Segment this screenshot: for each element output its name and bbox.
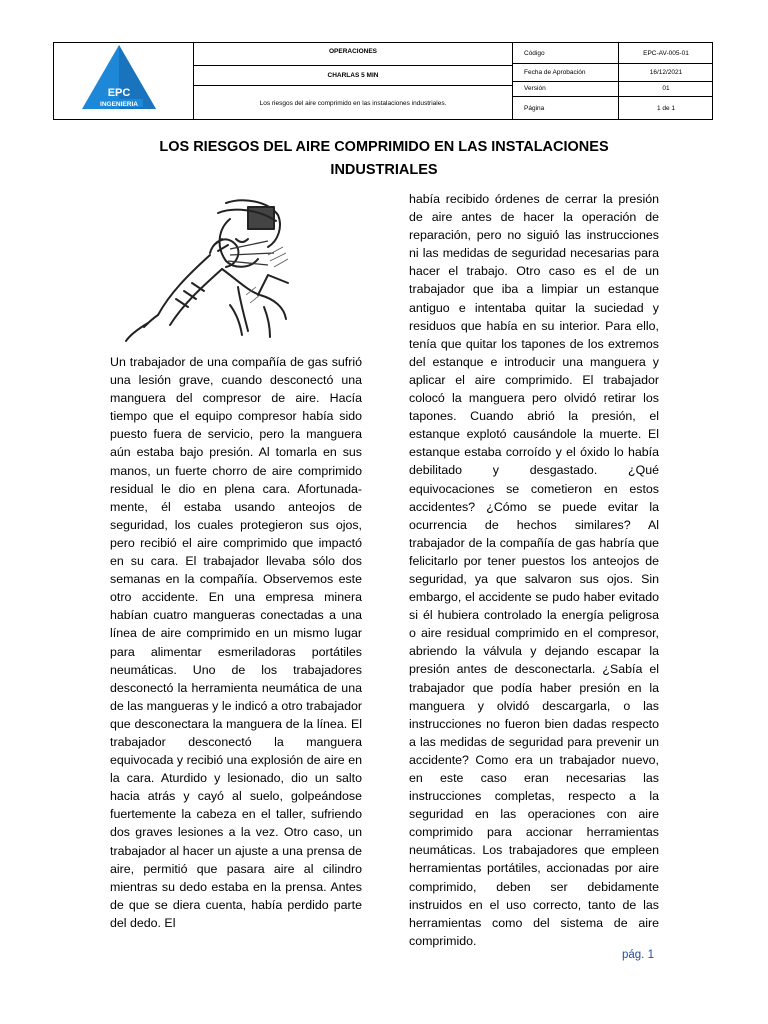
body-column-right: había recibido órdenes de cerrar la presión de aire antes de hacer la operación de reparación, pero no siguió las instrucciones ni las medidas de seguridad necesarias para hacer el trabajo. Otro caso es el de un trabajador que iba a limpiar un estanque antiguo e intentaba quitar la suciedad y residuos que había en su interior. Para ello, tenía que quitar los tapones de los extremos del estanque e introducir una manguera y aplicar el aire comprimido. El trabajador colocó la manguera pero olvidó retirar los tapones. Cuando abrió la presión, el estanque explotó causándole la muerte. El estanque estaba corroído y el óxido lo había debilitado y desgastado. ¿Qué equivocaciones se cometieron en estos accidentes? ¿Cómo se puede evitar la ocurrencia de hechos similares? Al trabajador de la compañía de gas habría que felicitarlo por tener puestos los anteojos de seguridad, ya que salvaron sus ojos. Sin embargo, el accidente se pudo haber evitado si él hubiera controlado la energía peligrosa o aire residual comprimido en el compresor, abriendo la válvula y dejando escapar la presión antes de desconectarla. ¿Sabía el trabajador que podía haber presión en la manguera y olvidó descargarla, o las instrucciones no fueron bien dadas respecto a las medidas de seguridad para prevenir un accidente? Como era un trabajador nuevo, en este caso eran necesarias las instrucciones completas, respecto a la seguridad en las operaciones con aire comprimido para accionar herramientas neumáticas. Los trabajadores que empleen herramientas portátiles, accionadas por aire comprimido, deben ser debidamente instruidos en el uso correcto, tanto de las herramientas como del sistema de aire comprimido.: [409, 192, 659, 948]
page-number: pág. 1: [622, 949, 654, 961]
codigo-value: EPC-AV-005-01: [643, 49, 689, 57]
subject-label: Los riesgos del aire comprimido en las instalaciones industriales.: [259, 99, 447, 107]
document-title: [100, 136, 668, 182]
logo-text-ingenieria: INGENIERIA: [100, 101, 138, 108]
codigo-label: Código: [524, 49, 545, 57]
body-column-left: Un trabajador de una compañía de gas sufrió una lesión grave, cuando desconectó una manguera del compresor de aire. Hacía tiempo que el equipo compresor había sido puesto fuera de servicio, pero la manguera aún estaba bajo presión. Al tomarla en sus manos, un fuerte chorro de aire comprimido residual le dio en plena cara. Afortunada-mente, él estaba usando anteojos de seguridad, los cuales protegieron sus ojos, pero recibió el aire comprimido que impactó en su cara. El trabajador llevaba sólo dos semanas en la compañía. Observemos este otro accidente. En una empresa minera habían cuatro mangueras conectadas a una línea de aire comprimido en un mismo lugar para alimentar esmeriladoras portátiles neumáticas. Uno de los trabajadores desconectó la herramienta neumática de una de las mangueras y le indicó a otro trabajador que desconectara la manguera de la línea. El trabajador desconectó la manguera equivocada y recibió una explosión de aire en la cara. Aturdido y lesionado, dio un salto hacia atrás y cayó al suelo, golpeándose fuertemente la cabeza en el taller, sufriendo dos graves lesiones a la vez. Otro caso, un trabajador al hacer un ajuste a una prensa de aire, permitió que pasara aire al cilindro mientras su dedo estaba en la prensa. Antes de que se diera cuenta, había perdido parte del dedo. El: [110, 355, 362, 930]
worker-sketch-image: [118, 195, 298, 345]
logo-cell: [53, 42, 193, 120]
header-grid: [193, 42, 713, 120]
version-value: 01: [662, 85, 670, 92]
epc-logo: [54, 43, 194, 121]
operaciones-label: OPERACIONES: [328, 47, 378, 55]
charlas-label: CHARLAS 5 MIN: [327, 71, 379, 79]
title-line-1: LOS RIESGOS DEL AIRE COMPRIMIDO EN LAS INSTALACIONES: [159, 139, 609, 155]
fecha-label: Fecha de Aprobación: [524, 68, 586, 76]
version-label: Versión: [524, 85, 546, 92]
logo-text-epc: EPC: [107, 87, 131, 99]
document-header: [53, 42, 713, 120]
worker-illustration: [118, 195, 298, 345]
pagina-value: 1 de 1: [656, 104, 676, 112]
pagina-label: Página: [524, 104, 545, 112]
title-line-2: INDUSTRIALES: [330, 162, 438, 178]
fecha-value: 16/12/2021: [649, 68, 683, 76]
